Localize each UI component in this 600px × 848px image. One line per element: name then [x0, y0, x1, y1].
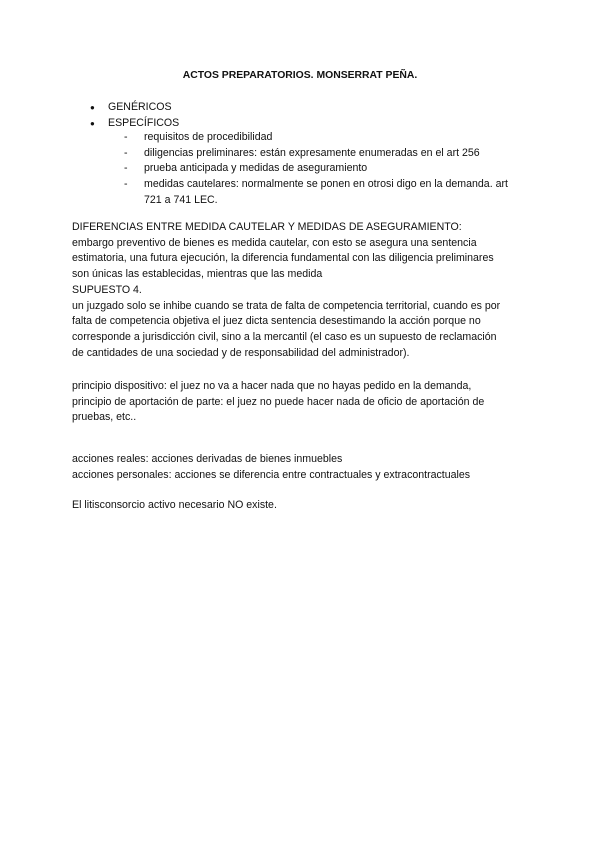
paragraph-line: acciones reales: acciones derivadas de bienes inmuebles: [72, 453, 343, 465]
paragraph-diferencias: [72, 220, 532, 361]
bullet-item-genericos: ● GENÉRICOS: [90, 100, 179, 116]
paragraph-line: SUPUESTO 4.: [72, 283, 142, 296]
paragraph-line: DIFERENCIAS ENTRE MEDIDA CAUTELAR Y MEDIDAS DE ASEGURAMIENTO:: [72, 221, 462, 233]
category-list: [90, 100, 179, 131]
dash-item: [124, 130, 524, 146]
dash-item-line: - prueba anticipada y medidas de aseguramiento: [144, 162, 368, 175]
paragraph-line: principio dispositivo: el juez no va a hacer nada que no hayas pedido en la demanda,: [72, 380, 472, 392]
paragraph-line: corresponde a jurisdicción civil, sino a la mercantil (el caso es un supuesto de reclamación: [72, 330, 497, 343]
paragraph-line: son únicas las establecidas, mientras que las medida: [72, 268, 323, 281]
bullet-item-especificos: ● ESPECÍFICOS: [90, 116, 179, 132]
paragraph-line: pruebas, etc..: [72, 411, 137, 424]
paragraph-line: de cantidades de una sociedad y de responsabilidad del administrador).: [72, 346, 410, 359]
paragraph-principios: [72, 379, 532, 426]
dash-item-line: 721 a 741 LEC.: [144, 193, 218, 206]
paragraph-line: falta de competencia objetiva el juez dicta sentencia desestimando la acción porque no: [72, 315, 481, 328]
paragraph-line: principio de aportación de parte: el juez no puede hacer nada de oficio de aportación de: [72, 395, 485, 408]
dash-item-line: - medidas cautelares: normalmente se ponen en otrosi digo en la demanda. art: [144, 178, 508, 191]
dash-item: [124, 177, 524, 208]
paragraph-line: un juzgado solo se inhibe cuando se trata de falta de competencia territorial, cuando es por: [72, 299, 501, 312]
dash-item: [124, 161, 524, 177]
dash-item-line: - diligencias preliminares: están expresamente enumeradas en el art 256: [144, 146, 480, 159]
paragraph-acciones: [72, 452, 532, 483]
dash-item-line: - requisitos de procedibilidad: [144, 131, 273, 143]
specific-acts-list: [124, 130, 524, 209]
dash-item: [124, 146, 524, 162]
paragraph-line: embargo preventivo de bienes es medida cautelar, con esto se asegura una sentencia: [72, 236, 477, 249]
document-title: ACTOS PREPARATORIOS. MONSERRAT PEÑA.: [182, 70, 418, 81]
paragraph-line: El litisconsorcio activo necesario NO existe.: [72, 499, 277, 511]
paragraph-litisconsorcio: [72, 498, 532, 514]
paragraph-line: estimatoria, una futura ejecución, la diferencia fundamental con las diligencia preliminares: [72, 252, 494, 265]
paragraph-line: acciones personales: acciones se diferencia entre contractuales y extracontractuales: [72, 468, 471, 481]
